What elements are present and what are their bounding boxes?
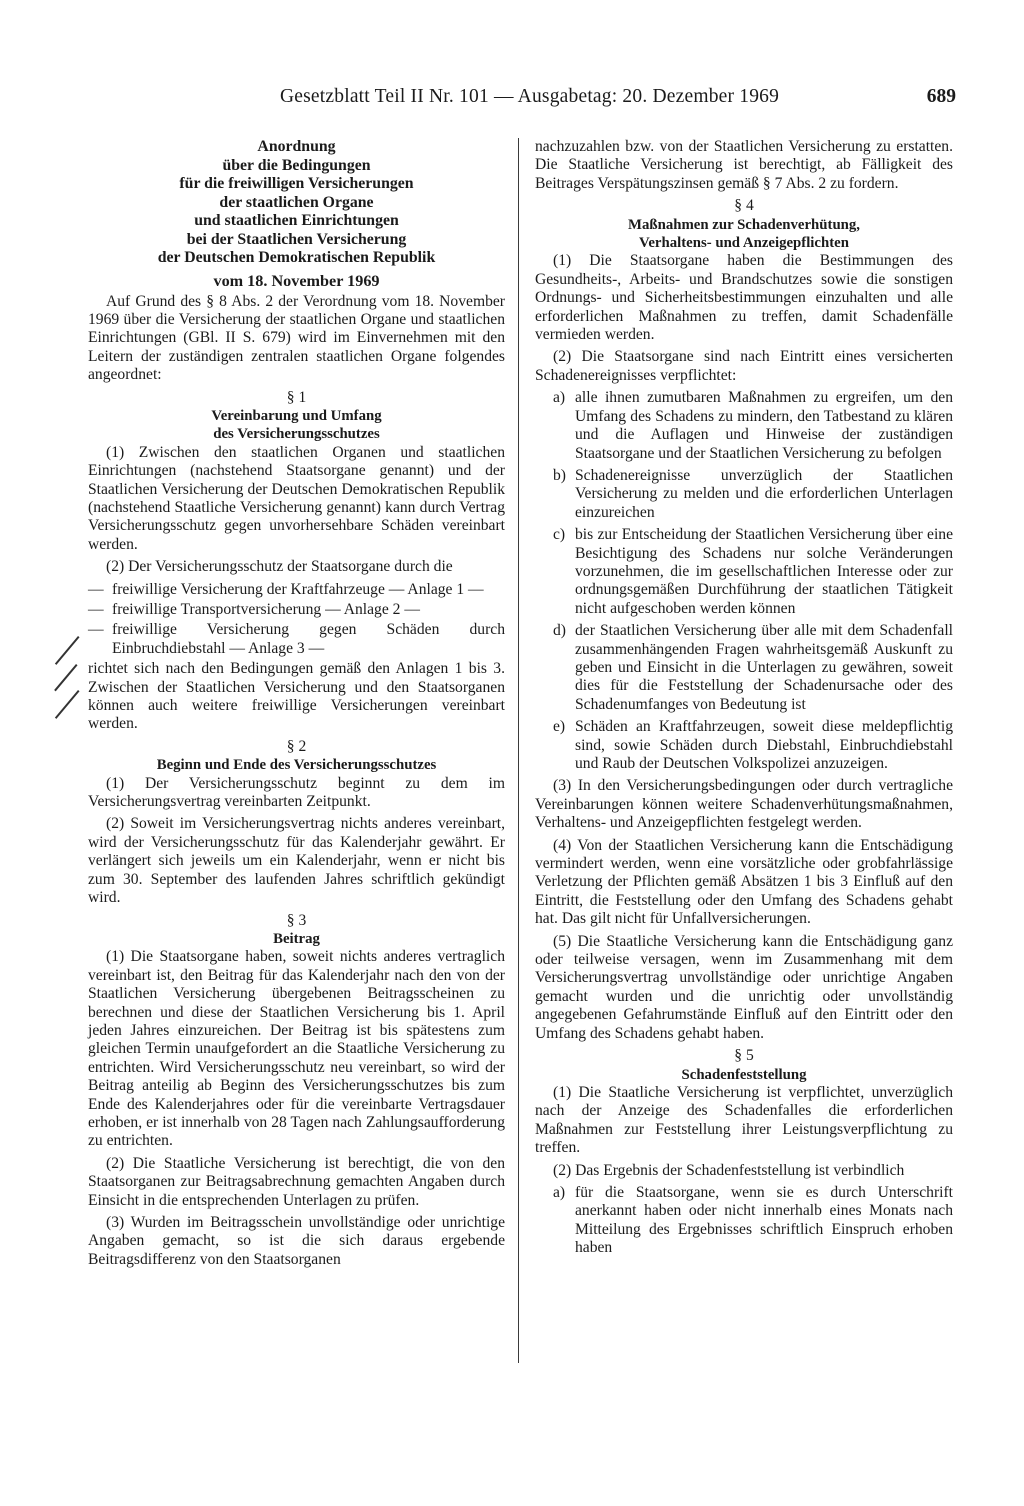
section-1-title-line: Vereinbarung und Umfang [211,407,382,424]
section-2-number: § 2 [286,737,307,755]
title-line: bei der Staatlichen Versicherung [186,230,407,248]
list-item-text: Schadenereignisse unverzüglich der Staatlichen Versicherung zu melden und die erforderlichen Unterlagen einzureichen [575,466,953,521]
pen-mark-1 [55,636,80,665]
section-4-paragraph-5: (5) Die Staatliche Versicherung kann die Entschädigung ganz oder teilweise versagen, wenn im Zusammenhang mit dem Versicherungsvertrag unvollständige oder unrichtige Angaben gemacht wurden und die unrichtig oder unvollständig angegebenen Gefahrumstände Einfluß auf den Eintritt oder den Umfang des Schadens gehabt haben. [535,932,953,1042]
list-item [535,526,953,618]
list-item-text: der Staatlichen Versicherung über alle mit dem Schadenfall zusammenhängenden Fragen wahrheitsgemäß Auskunft zu geben und Einsicht in die Unterlagen zu gewähren, soweit dies für die Feststellung der Schadenursache oder des Schadenumfanges von Bedeutung ist [575,622,953,713]
list-item-marker: e) [553,718,566,736]
list-item [535,622,953,714]
page-number: 689 [926,86,956,107]
dash-mark: — [88,580,104,598]
list-item-marker: b) [553,466,566,484]
list-item-marker: a) [553,1183,566,1201]
list-item-text: bis zur Entscheidung der Staatlichen Versicherung über eine Besichtigung des Schadens nur solche Veränderungen vorzunehmen, die im gesellschaftlichen Interesse oder zur ordnungsgemäßen Durchführung der staatlichen Tätigkeit nicht aufgeschoben werden können [575,526,953,617]
dash-item [88,621,505,658]
section-1-paragraph-1: (1) Zwischen den staatlichen Organen und staatlichen Einrichtungen (nachstehend Staatsorgane genannt) und der Staatlichen Versicherung der Deutschen Demokratischen Republik (nachstehend Staatliche Versicherung genannt) kann durch Vertrag Versicherungsschutz gegen unvorhersehbare Schäden vereinbart werden. [88,443,505,553]
section-3-paragraph-2: (2) Die Staatliche Versicherung ist berechtigt, die von den Staatsorganen zur Beitragsabrechnung gemachten Angaben durch Einsicht in die entsprechenden Unterlagen zu prüfen. [88,1154,505,1209]
dash-mark: — [88,601,104,618]
title-line: der Deutschen Demokratischen Republik [157,249,436,266]
section-3-paragraph-1: (1) Die Staatsorgane haben, soweit nichts anderes vertraglich vereinbart ist, den Beitrag für das Kalenderjahr nach den von der Staatlichen Versicherung übergebenen Beitragsscheinen zu berechnen und diese der Staatlichen Versicherung bis 1. April jeden Jahres einzureichen. Der Beitrag ist bis spätestens zum gleichen Termin unaufgefordert an die Staatliche Versicherung zu entrichten. Wird Versicherungsschutz neu vereinbart, so wird der Beitrag anteilig ab Beginn des Versicherungsschutzes bis zum Ende des Kalenderjahres oder für die vereinbarte Vertragsdauer erhoben, er ist innerhalb von 28 Tagen nach Zahlungsaufforderung zu entrichten. [88,948,505,1150]
section-3-paragraph-3: (3) Wurden im Beitragsschein unvollständige oder unrichtige Angaben gemacht, so ist die sich daraus ergebende Beitragsdifferenz von den Staatsorganen [88,1214,505,1268]
section-4-title-line: Maßnahmen zur Schadenverhütung, [628,216,860,233]
title-line: über die Bedingungen [222,156,371,174]
list-item-marker: a) [553,389,566,407]
section-2-title: Beginn und Ende des Versicherungsschutzes [156,757,437,774]
section-4-paragraph-2: (2) Die Staatsorgane sind nach Eintritt eines versicherten Schadenereignisses verpflichtet: [535,348,953,384]
dash-item-text: freiwillige Versicherung gegen Schäden durch Einbruchdiebstahl — Anlage 3 — [112,621,505,657]
section-5-number: § 5 [734,1047,754,1065]
list-item [535,467,953,522]
list-item-marker: c) [553,526,566,544]
dash-item-text: freiwillige Transportversicherung — Anlage 2 — [112,601,420,618]
list-item [535,389,953,463]
dash-item [88,601,505,619]
pen-mark-3 [55,690,80,719]
section-5-title: Schadenfeststellung [681,1066,807,1083]
section-3-paragraph-3-continued: nachzuzahlen bzw. von der Staatlichen Versicherung zu erstatten. Die Staatliche Versicherung ist berechtigt, ab Fälligkeit des Beitrages Verspätungszinsen gemäß § 7 Abs. 2 zu fordern. [535,138,953,192]
pen-mark-2 [54,664,77,691]
section-2-paragraph-2: (2) Soweit im Versicherungsvertrag nichts anderes vereinbart, wird der Versicherungsschutz für das Kalenderjahr gewährt. Er verlängert sich jeweils um ein Kalenderjahr, wenn er nicht bis zum 30. September des laufenden Jahres schriftlich gekündigt wird. [88,815,505,907]
title-line: Anordnung [257,138,336,155]
right-column [535,138,953,1262]
dash-item-text: freiwillige Versicherung der Kraftfahrzeuge — Anlage 1 — [112,580,484,598]
list-item-text: Schäden an Kraftfahrzeugen, soweit diese meldepflichtig sind, sowie Schäden durch Diebstahl, Einbruchdiebstahl und Raub der Deutschen Volkspolizei anzuzeigen. [575,718,953,772]
section-4-title [535,216,953,253]
header-title: Gesetzblatt Teil II Nr. 101 — Ausgabetag: 20. Dezember 1969 [280,86,780,107]
section-4-title-line: Verhaltens- und Anzeigepflichten [639,235,849,252]
section-3-title: Beitrag [273,930,320,947]
title-line: der staatlichen Organe [219,193,374,211]
left-column [88,138,505,1273]
section-5-paragraph-2: (2) Das Ergebnis der Schadenfeststellung ist verbindlich [553,1161,905,1179]
page-header [60,84,960,114]
list-item-marker: d) [553,622,566,640]
section-1-paragraph-2: (2) Der Versicherungsschutz der Staatsorgane durch die [106,558,453,576]
document-date: vom 18. November 1969 [213,271,380,290]
dash-mark: — [88,621,104,639]
list-item [535,1184,953,1258]
list-item-text: für die Staatsorgane, wenn sie es durch Unterschrift anerkannt haben oder nicht innerhalb eines Monats nach Mitteilung des Ergebnisses schriftlich Einspruch erhoben haben [575,1183,953,1257]
section-1-number: § 1 [286,388,307,406]
section-4-number: § 4 [734,197,754,215]
column-divider [518,138,519,1363]
document-title [88,138,505,268]
section-3-number: § 3 [286,911,307,929]
section-4-paragraph-3: (3) In den Versicherungsbedingungen oder durch vertragliche Vereinbarungen können weitere Schadenverhütungsmaßnahmen, Verhaltens- und Anzeigepflichten festgelegt werden. [535,777,953,832]
title-line: und staatlichen Einrichtungen [194,212,399,229]
list-item-text: alle ihnen zumutbaren Maßnahmen zu ergreifen, um den Umfang des Schadens zu mindern, den Tatbestand zu klären und die Auflagen und Hinweise der zuständigen Staatsorgane und der Staatlichen Versicherung zu befolgen [575,389,953,462]
section-1-title-line: des Versicherungsschutzes [213,426,380,443]
section-4-paragraph-4: (4) Von der Staatlichen Versicherung kann die Entschädigung vermindert werden, wenn eine vorsätzliche oder grobfahrlässige Verletzung der Pflichten gemäß Absätzen 1 bis 3 Einfluß auf den Eintritt, die Feststellung oder den Umfang des Schadens gehabt hat. Das gilt nicht für Unfallversicherungen. [535,836,953,928]
section-1-title [88,407,505,444]
section-2-paragraph-1: (1) Der Versicherungsschutz beginnt zu dem im Versicherungsvertrag vereinbarten Zeitpunkt. [88,774,505,811]
section-1-paragraph-3: richtet sich nach den Bedingungen gemäß den Anlagen 1 bis 3. Zwischen der Staatlichen Versicherung und den Staatsorganen können auch weitere freiwillige Versicherungen vereinbart werden. [88,660,505,733]
title-line: für die freiwilligen Versicherungen [179,175,414,192]
dash-item [88,581,505,599]
section-5-paragraph-1: (1) Die Staatliche Versicherung ist verpflichtet, unverzüglich nach der Anzeige des Schadenfalles die erforderlichen Maßnahmen zur Feststellung ihrer Leistungsverpflichtung zu treffen. [535,1083,953,1157]
list-item [535,718,953,773]
intro-paragraph: Auf Grund des § 8 Abs. 2 der Verordnung vom 18. November 1969 über die Versicherung der staatlichen Organe und staatlichen Einrichtungen (GBl. II S. 679) wird im Einvernehmen mit den Leitern der zuständigen zentralen staatlichen Organe folgendes angeordnet: [88,292,505,384]
section-4-paragraph-1: (1) Die Staatsorgane haben die Bestimmungen des Gesundheits-, Arbeits- und Brandschutzes sowie die sonstigen Ordnungs- und Sicherheitsbestimmungen einzuhalten und alle erforderlichen Maßnahmen zu treffen, damit Schadenfälle vermieden werden. [535,252,953,344]
